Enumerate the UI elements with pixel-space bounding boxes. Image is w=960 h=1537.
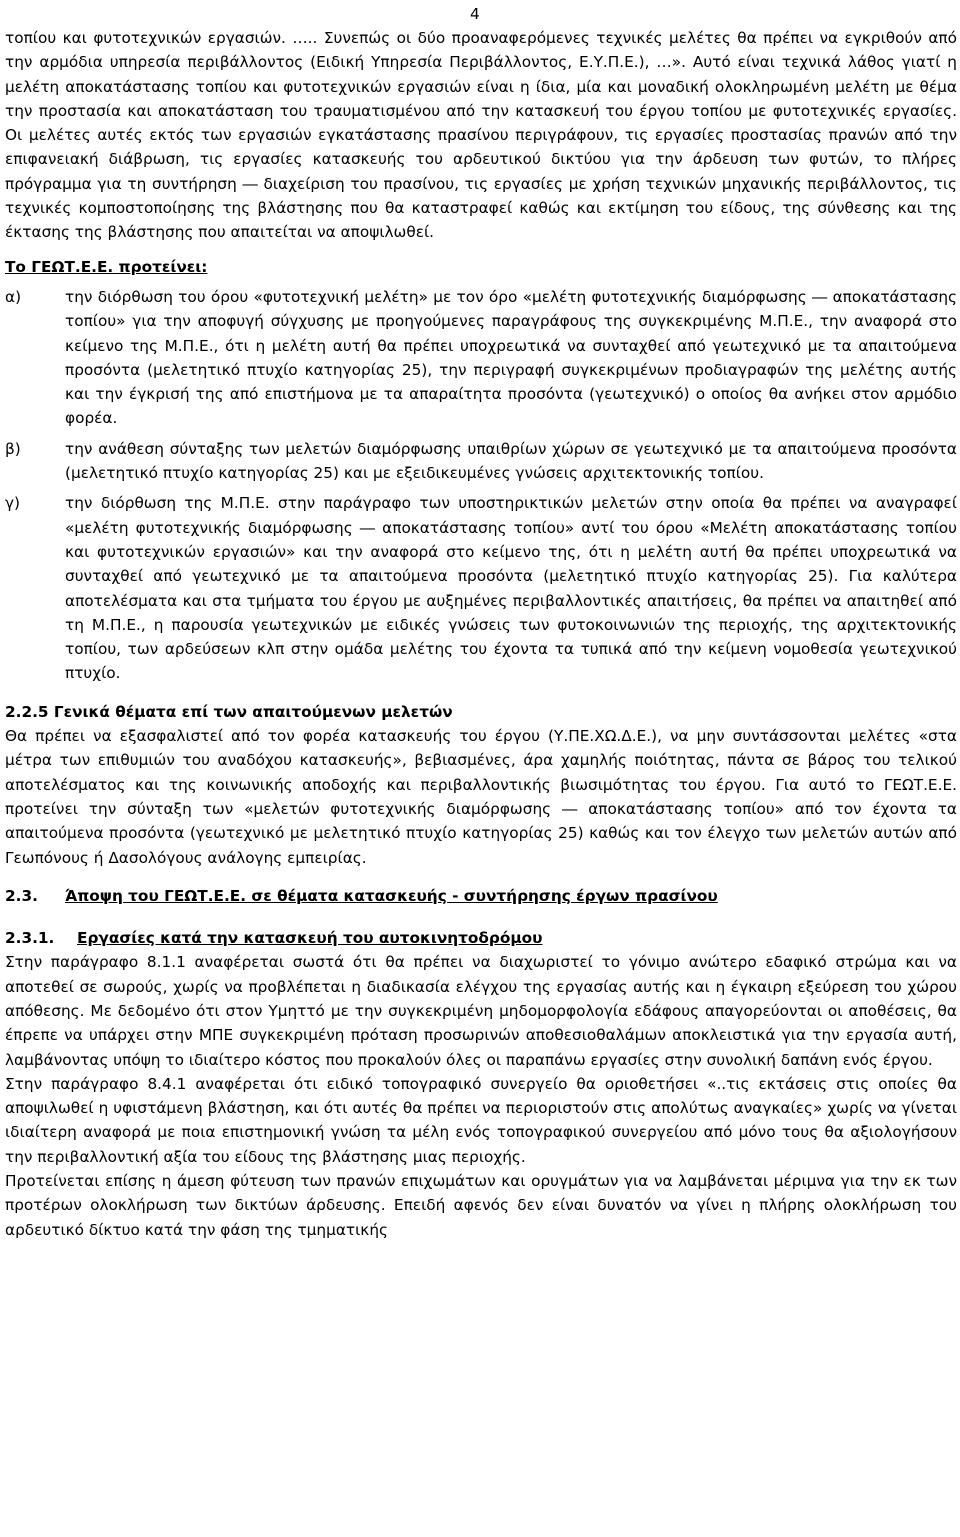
list-item bbox=[5, 491, 957, 685]
section-2-2-5-paragraph: Θα πρέπει να εξασφαλιστεί από τον φορέα κατασκευής του έργου (Υ.ΠΕ.ΧΩ.Δ.Ε.), να μην συντάσσονται μελέτες «στα μέτρα των επιθυμιών του αναδόχου κατασκευής», βεβιασμένες, άρα χαμηλής ποιότητας, πάντα σε βάρος του τελικού αποτελέσματος και της κοινωνικής αποδοχής και περιβαλλοντικής βιωσιμότητας του έργου. Για αυτό το ΓΕΩΤ.Ε.Ε. προτείνει την σύνταξη των «μελετών φυτοτεχνικής διαμόρφωσης ― αποκατάστασης τοπίου» από τον έχοντα τα απαιτούμενα προσόντα (γεωτεχνικό με μελετητικό πτυχίο κατηγορίας 25) καθώς και τον έλεγχο των μελετών αυτών από Γεωπόνους ή Δασολόγους ανάλογης εμπειρίας. bbox=[5, 727, 957, 867]
section-title: Εργασίες κατά την κατασκευή του αυτοκινητοδρόμου bbox=[77, 929, 543, 948]
section-number: 2.3.1. bbox=[5, 929, 55, 948]
section-2-3-1-paragraph-2: Στην παράγραφο 8.4.1 αναφέρεται ότι ειδικό τοπογραφικό συνεργείο θα οριοθετήσει «..τις εκτάσεις στις οποίες θα αποψιλωθεί η υφιστάμενη βλάστηση, και ότι αυτές θα πρέπει να περιοριστούν στις απολύτως αναγκαίες» χωρίς να γίνεται ιδιαίτερη αναφορά με ποια επιστημονική γνώση τα μέλη ενός τοπογραφικού συνεργείου από μόνο τους θα αξιολογήσουν την περιβαλλοντική αξία του είδους της βλάστησης μιας περιοχής. bbox=[5, 1074, 957, 1166]
list-item-label: γ) bbox=[5, 494, 21, 513]
list-item-label: α) bbox=[5, 287, 22, 306]
list-item-label: β) bbox=[5, 439, 21, 458]
list-item-text: την ανάθεση σύνταξης των μελετών διαμόρφωσης υπαιθρίων χώρων σε γεωτεχνικό με τα απαιτούμενα προσόντα (μελετητικό πτυχίο κατηγορίας 25) και με εξειδικευμένες γνώσεις αρχιτεκτονικής τοπίου. bbox=[65, 439, 957, 483]
section-title: Άποψη του ΓΕΩΤ.Ε.Ε. σε θέματα κατασκευής - συντήρησης έργων πρασίνου bbox=[65, 886, 718, 905]
section-number: 2.3. bbox=[5, 886, 38, 905]
list-item-text: την διόρθωση της Μ.Π.Ε. στην παράγραφο των υποστηρικτικών μελετών στην οποία θα πρέπει να αναγραφεί «μελέτη φυτοτεχνικής διαμόρφωσης ― αποκατάστασης τοπίου» αντί του όρου «Μελέτη αποκατάστασης τοπίου και φυτοτεχνικών εργασιών» και την αναφορά στο κείμενο της, ότι η μελέτη αυτή θα πρέπει υποχρεωτικά να συνταχθεί από γεωτεχνικό με τα απαιτούμενα προσόντα (μελετητικό πτυχίο κατηγορίας 25). Για καλύτερα αποτελέσματα και στα τμήματα του έργου με αυξημένες περιβαλλοντικές απαιτήσεις, θα πρέπει να απαιτηθεί από τη Μ.Π.Ε., η παρουσία γεωτεχνικών με ειδικές γνώσεις των φυτοκοινωνιών της περιοχής, της αρχιτεκτονικής τοπίου, των αρδεύσεων κλπ στην ομάδα μελέτης του έχοντα τα τυπικά από την κείμενη νομοθεσία γεωτεχνικού πτυχίο. bbox=[65, 494, 957, 683]
intro-paragraph: τοπίου και φυτοτεχνικών εργασιών. ….. Συνεπώς οι δύο προαναφερόμενες τεχνικές μελέτες θα πρέπει να εγκριθούν από την αρμόδια υπηρεσία περιβάλλοντος (Ειδική Υπηρεσία Περιβάλλοντος, Ε.Υ.Π.Ε.), …». Αυτό είναι τεχνικά λάθος γιατί η μελέτη αποκατάστασης τοπίου και φυτοτεχνικών εργασιών είναι η ίδια, μία και μοναδική ολοκληρωμένη μελέτη με θέμα την προστασία και αποκατάσταση του τραυματισμένου από την κατασκευή του έργου τοπίου με φυτοτεχνικές εργασίες. Οι μελέτες αυτές εκτός των εργασιών εγκατάστασης πρασίνου περιγράφουν, τις εργασίες προστασίας πρανών από την επιφανειακή διάβρωση, τις εργασίες κατασκευής του αρδευτικού δικτύου για την άρδευση των φυτών, το πλήρες πρόγραμμα για τη συντήρηση ― διαχείριση του πρασίνου, τις εργασίες με χρήση τεχνικών μηχανικής περιβάλλοντος, τις τεχνικές κομποστοποίησης της βλάστησης που θα καταστραφεί καθώς και εκτίμηση του είδους, της σύνθεσης και της έκτασης της βλάστησης που απαιτείται να αποψιλωθεί. bbox=[5, 29, 957, 242]
section-2-3-1-paragraph-1: Στην παράγραφο 8.1.1 αναφέρεται σωστά ότι θα πρέπει να διαχωριστεί το γόνιμο ανώτερο εδαφικό στρώμα και να αποτεθεί σε σωρούς, χωρίς να προβλέπεται η διαδικασία ελέγχου της εργασίας αυτής και η έγκαιρη εξεύρεση του χώρου απόθεσης. Με δεδομένο ότι στον Υμηττό με την συγκεκριμένη μηδομορφολογία εδάφους απαγορεύονται οι αποθέσεις, θα έπρεπε να υπάρχει στην ΜΠΕ συγκεκριμένη πρόταση προσωρινών αποθεσιοθαλάμων αποκλειστικά για την εργασία αυτή, λαμβάνοντας υπόψη το ιδιαίτερο κόστος που προκαλούν όλες οι παραπάνω εργασίες στην συνολική δαπάνη ενός έργου. bbox=[5, 953, 957, 1069]
page-number: 4 bbox=[470, 5, 480, 23]
list-item bbox=[5, 285, 957, 431]
section-heading-2-3-1 bbox=[5, 926, 957, 950]
proposal-heading: Το ΓΕΩΤ.Ε.Ε. προτείνει: bbox=[5, 257, 208, 276]
list-item bbox=[5, 437, 957, 486]
section-2-3-1-paragraph-3: Προτείνεται επίσης η άμεση φύτευση των πρανών επιχωμάτων και ορυγμάτων για να λαμβάνεται μέριμνα για την εκ των προτέρων ολοκλήρωση των δικτύων άρδευσης. Επειδή αφενός δεν είναι δυνατόν να γίνει η πλήρης ολοκλήρωση του αρδευτικό δίκτυο κατά την φάση της τμηματικής bbox=[5, 1172, 957, 1239]
document-body bbox=[5, 26, 957, 1242]
list-item-text: την διόρθωση του όρου «φυτοτεχνική μελέτη» με τον όρο «μελέτη φυτοτεχνικής διαμόρφωσης ― αποκατάστασης τοπίου» για την αποφυγή σύγχυσης με προηγούμενες παραγράφους της συγκεκριμένης Μ.Π.Ε., την αναφορά στο κείμενο της Μ.Π.Ε., ότι η μελέτη αυτή θα πρέπει υποχρεωτικά να συνταχθεί από γεωτεχνικό με τα απαιτούμενα προσόντα (μελετητικό πτυχίο κατηγορίας 25), την περιγραφή συγκεκριμένων προδιαγραφών της μελέτης αυτής και την έγκρισή της από επιστήμονα με τα απαραίτητα προσόντα (γεωτεχνικό) ο οποίος θα ανήκει στον αρμόδιο φορέα. bbox=[65, 287, 957, 428]
section-heading-2-2-5: 2.2.5 Γενικά θέματα επί των απαιτούμενων μελετών bbox=[5, 702, 453, 721]
section-heading-2-3 bbox=[5, 884, 957, 908]
